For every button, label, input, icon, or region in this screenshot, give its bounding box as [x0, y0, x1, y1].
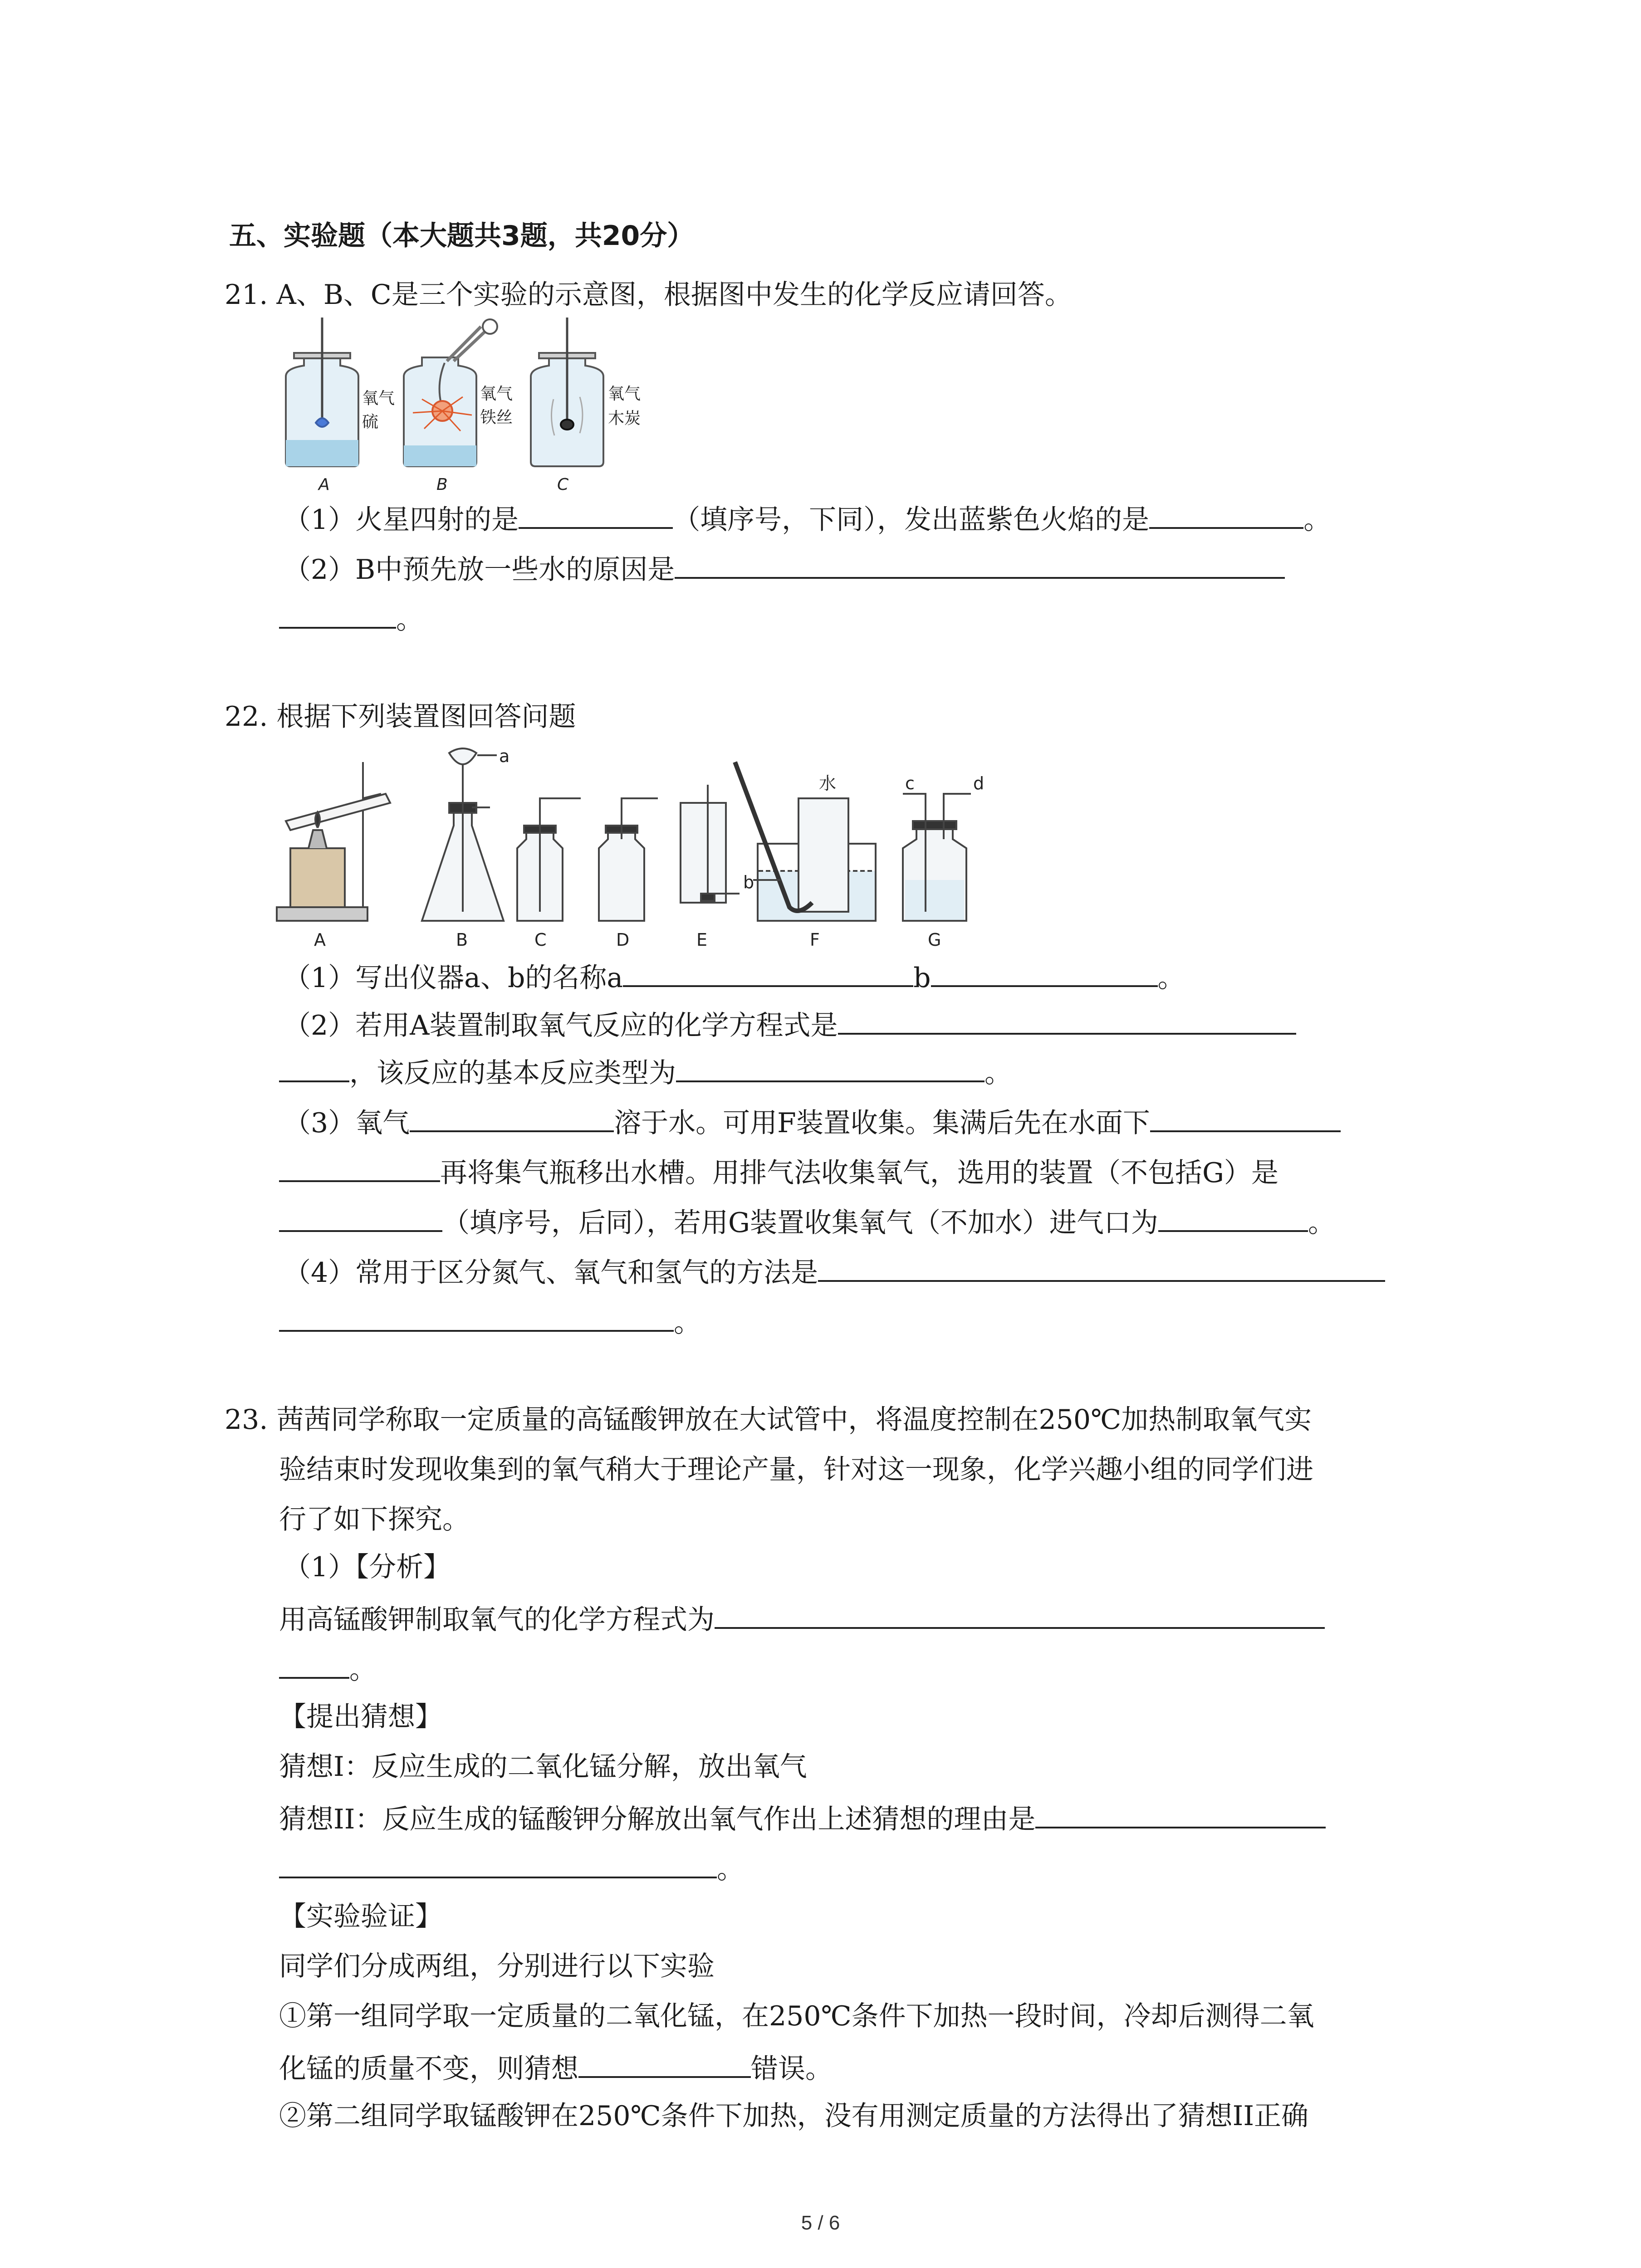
q23-guess-1: 猜想I：反应生成的二氧化锰分解，放出氧气	[279, 1751, 807, 1783]
q23-analysis-head: （1）【分析】	[284, 1551, 451, 1583]
q21-blank-4[interactable]	[279, 599, 396, 629]
q23-guess-2	[279, 1799, 1326, 1837]
jar-b-letter: B	[436, 475, 448, 494]
jar-a-letter: A	[318, 475, 330, 494]
label-F: F	[810, 930, 820, 948]
q22-blank-method-cont[interactable]	[279, 1302, 674, 1332]
q23-exp-1-end: 错误。	[751, 2053, 833, 2085]
label-c: c	[905, 773, 915, 793]
q21-part2	[284, 549, 1285, 587]
q23-analysis-end: 。	[349, 1654, 377, 1686]
q22-part3-cont2	[279, 1202, 1335, 1240]
q22-p3-text-b: 溶于水。可用F装置收集。集满后先在水面下	[614, 1107, 1150, 1139]
q22-p1-text-c: 。	[1157, 962, 1185, 994]
label-A: A	[314, 930, 326, 948]
q22-part2-cont	[279, 1052, 1012, 1090]
q23-blank-reason[interactable]	[1035, 1799, 1326, 1828]
q22-p1-text-a: （1）写出仪器a、b的名称a	[284, 962, 623, 994]
q23-verify-intro: 同学们分成两组，分别进行以下实验	[279, 1950, 715, 1982]
q22-blank-inlet[interactable]	[1158, 1202, 1308, 1232]
q22-part4-cont	[279, 1302, 701, 1340]
label-d: d	[973, 773, 985, 793]
q22-p3-text-e: 。	[1308, 1207, 1335, 1239]
label-E: E	[696, 930, 708, 948]
apparatus-d	[599, 798, 658, 921]
q22-part3	[284, 1102, 1341, 1140]
apparatus-b	[422, 748, 504, 921]
jar-c-letter: C	[557, 475, 569, 494]
q23-blank-guess[interactable]	[578, 2048, 751, 2078]
q22-part4	[284, 1252, 1385, 1290]
q23-analysis	[279, 1599, 1325, 1637]
q22-p3-text-c: 再将集气瓶移出水槽。用排气法收集氧气，选用的装置（不包括G）是	[440, 1157, 1279, 1189]
q23-exp-1: ①第一组同学取一定质量的二氧化锰，在250℃条件下加热一段时间，冷却后测得二氧	[279, 2000, 1314, 2032]
q23-stem-2: 验结束时发现收集到的氧气稍大于理论产量，针对这一现象，化学兴趣小组的同学们进	[279, 1454, 1313, 1486]
q22-blank-underwater-op-cont[interactable]	[279, 1152, 440, 1182]
q21-blank-3[interactable]	[675, 549, 1285, 579]
q22-blank-collect-device[interactable]	[279, 1202, 442, 1232]
jar-b-label-2: 铁丝	[480, 408, 513, 427]
q21-blank-1[interactable]	[519, 499, 673, 529]
q23-guess-head: 【提出猜想】	[279, 1701, 442, 1733]
page-number: 5 / 6	[801, 2212, 840, 2234]
jar-c	[531, 318, 603, 466]
q21-part1	[284, 499, 1331, 537]
q23-blank-reason-cont[interactable]	[279, 1848, 717, 1878]
label-a: a	[499, 746, 510, 766]
q21-figure	[277, 318, 676, 499]
q22-p4-text-b: 。	[674, 1307, 701, 1339]
q22-blank-reaction-type[interactable]	[676, 1052, 985, 1082]
q21-part2-cont	[279, 599, 423, 637]
label-B: B	[456, 930, 468, 948]
q21-p1-text-a: （1）火星四射的是	[284, 504, 519, 536]
q22-blank-solubility[interactable]	[410, 1102, 614, 1132]
label-G: G	[928, 930, 941, 948]
q22-p1-text-b: b	[913, 962, 931, 994]
q22-p2-text-c: 。	[985, 1057, 1012, 1089]
jar-c-label-2: 木炭	[608, 409, 641, 428]
label-C: C	[534, 930, 547, 948]
q22-stem: 22. 根据下列装置图回答问题	[225, 701, 576, 733]
jar-a-label-1: 氧气	[362, 389, 395, 408]
apparatus-a	[277, 762, 390, 921]
q22-p2-text-a: （2）若用A装置制取氧气反应的化学方程式是	[284, 1010, 838, 1041]
label-b: b	[743, 872, 754, 892]
q22-p3-text-a: （3）氧气	[284, 1107, 410, 1139]
q23-analysis-text: 用高锰酸钾制取氧气的化学方程式为	[279, 1604, 715, 1636]
apparatus-f	[735, 762, 876, 921]
q21-blank-2[interactable]	[1149, 499, 1303, 529]
q22-part1	[284, 957, 1185, 995]
q21-stem: 21. A、B、C是三个实验的示意图，根据图中发生的化学反应请回答。	[225, 279, 1072, 311]
q23-exp-2: ②第二组同学取锰酸钾在250℃条件下加热，没有用测定质量的方法得出了猜想II正确	[279, 2100, 1309, 2132]
q22-blank-method[interactable]	[818, 1252, 1385, 1282]
apparatus-g	[903, 794, 971, 921]
q22-p2-text-b: ，该反应的基本反应类型为	[349, 1057, 676, 1089]
section-title: 五、实验题（本大题共3题，共20分）	[229, 220, 695, 252]
jar-a	[286, 318, 358, 466]
jar-b-label-1: 氧气	[480, 385, 513, 403]
apparatus-c	[517, 798, 581, 921]
q23-exp-1-text: 化锰的质量不变，则猜想	[279, 2053, 578, 2085]
q22-figure	[272, 744, 1053, 948]
q23-stem-1: 23. 茜茜同学称取一定质量的高锰酸钾放在大试管中，将温度控制在250℃加热制取氧气实	[225, 1404, 1312, 1436]
q22-blank-equation-cont[interactable]	[279, 1052, 349, 1082]
q21-p1-text-c: 。	[1303, 504, 1331, 536]
q23-guess-2-cont	[279, 1848, 744, 1887]
label-D: D	[616, 930, 630, 948]
q23-blank-equation-cont[interactable]	[279, 1649, 349, 1679]
q21-p2-text-a: （2）B中预先放一些水的原因是	[284, 554, 675, 586]
q22-blank-underwater-op[interactable]	[1150, 1102, 1341, 1132]
q23-guess-2-text: 猜想II：反应生成的锰酸钾分解放出氧气作出上述猜想的理由是	[279, 1804, 1036, 1835]
q22-p4-text-a: （4）常用于区分氮气、氧气和氢气的方法是	[284, 1257, 818, 1289]
q22-p3-text-d: （填序号，后同），若用G装置收集氧气（不加水）进气口为	[442, 1207, 1158, 1239]
q22-part2	[284, 1005, 1296, 1043]
q23-stem-3: 行了如下探究。	[279, 1504, 470, 1535]
q23-verify-head: 【实验验证】	[279, 1901, 442, 1932]
label-water: 水	[819, 773, 837, 793]
q23-exp-1-cont	[279, 2048, 833, 2086]
q22-blank-b[interactable]	[931, 957, 1158, 987]
jar-a-label-2: 硫	[362, 413, 379, 431]
q22-blank-a[interactable]	[623, 957, 913, 987]
q22-blank-equation[interactable]	[838, 1005, 1296, 1035]
jar-c-label-1: 氧气	[608, 385, 641, 403]
q23-blank-equation[interactable]	[715, 1599, 1325, 1629]
q23-analysis-cont	[279, 1649, 377, 1687]
q22-part3-cont1	[279, 1152, 1279, 1190]
apparatus-e	[681, 785, 740, 903]
q21-p1-text-b: （填序号，下同），发出蓝紫色火焰的是	[673, 504, 1150, 536]
q23-guess-2-end: 。	[717, 1853, 744, 1885]
q21-p2-text-b: 。	[396, 604, 423, 635]
